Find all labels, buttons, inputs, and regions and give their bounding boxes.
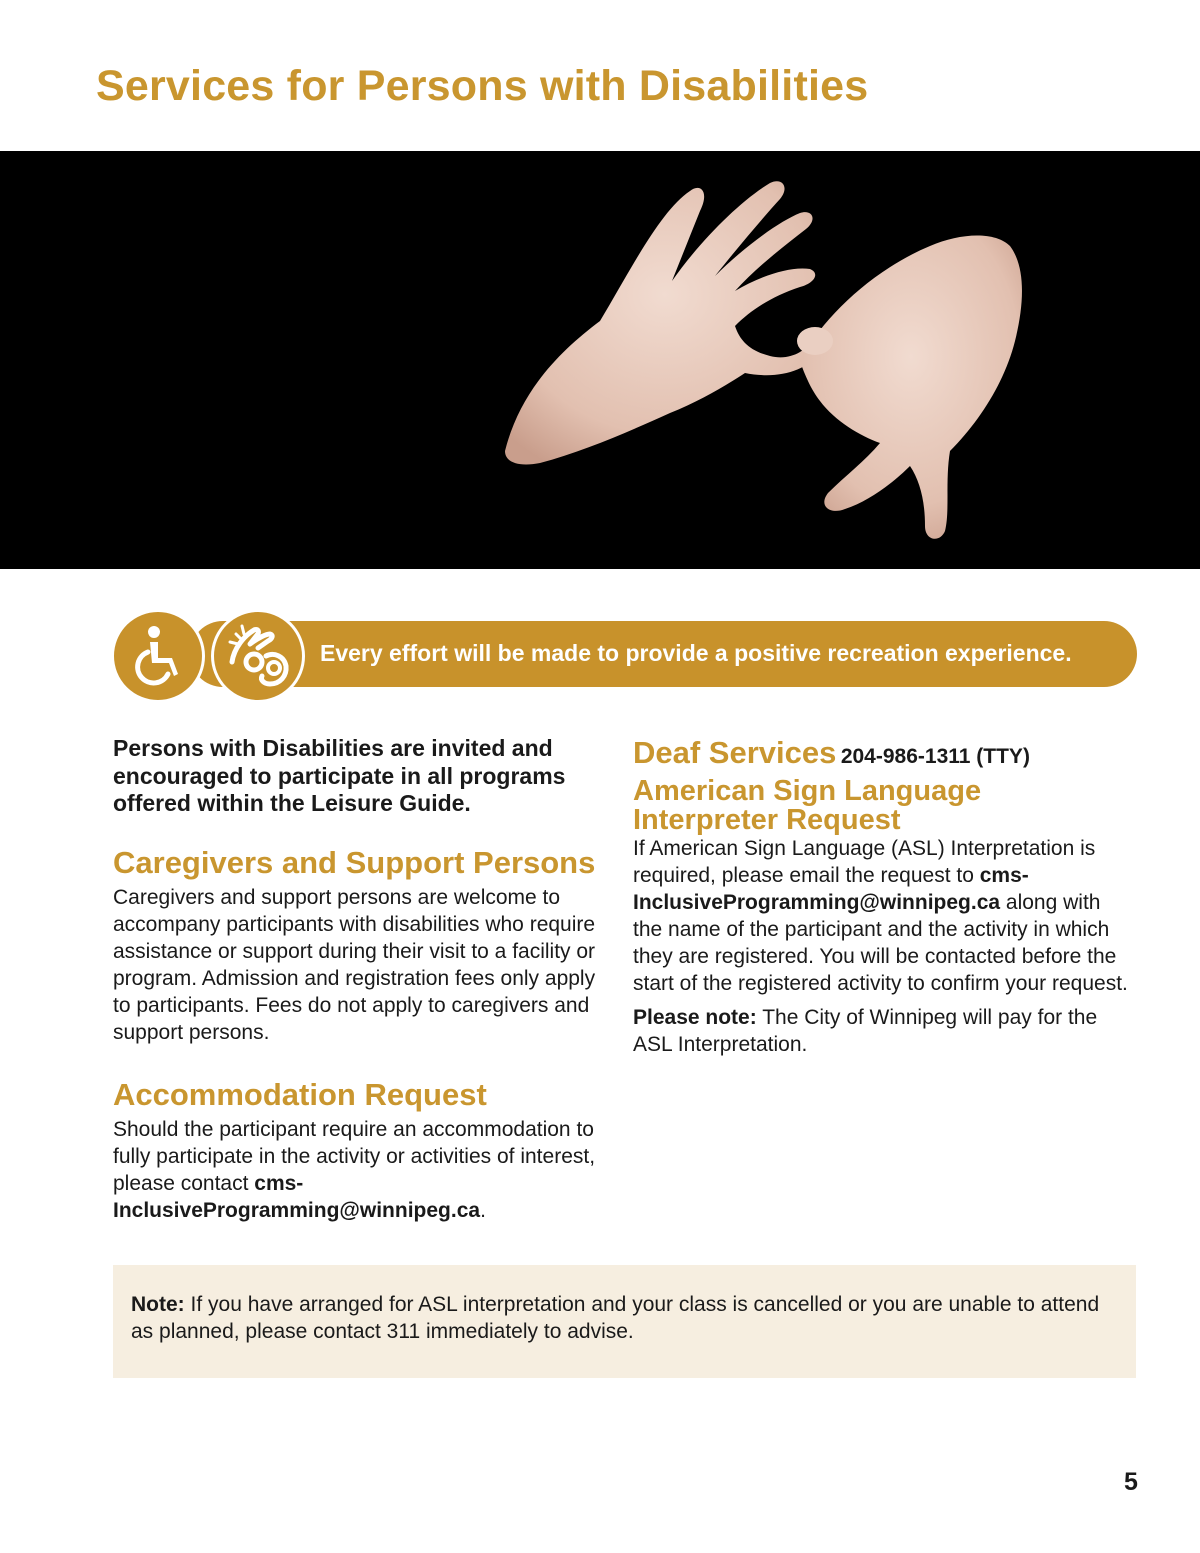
accommodation-trailing: . [480, 1198, 486, 1222]
asl-request-body [633, 835, 1133, 997]
asl-body-before: If American Sign Language (ASL) Interpretation is required, please email the request to [633, 837, 1096, 887]
page-title: Services for Persons with Disabilities [96, 62, 869, 110]
note-box [113, 1265, 1136, 1378]
asl-request-title: American Sign Language Interpreter Request [633, 775, 982, 836]
caregivers-title: Caregivers and Support Persons [113, 844, 596, 880]
note-body: If you have arranged for ASL interpretation and your class is cancelled or you are unable to attend as planned, please contact 311 immediately to advise. [131, 1293, 1100, 1343]
asl-body-after: along with the name of the participant and the activity in which they are registered. You will be contacted before the start of the registered activity to confirm your request. [633, 891, 1128, 995]
left-column [113, 735, 608, 1224]
accommodation-email-link[interactable]: cms-InclusiveProgramming@winnipeg.ca [113, 1171, 481, 1222]
asl-interpretation-icon [211, 609, 305, 703]
note-label: Note: [131, 1293, 185, 1316]
accommodation-text: Should the participant require an accommodation to fully participate in the activity or activities of interest, please contact [113, 1117, 596, 1195]
hero-image [0, 151, 1200, 569]
asl-email-link[interactable]: cms-InclusiveProgramming@winnipeg.ca [633, 864, 1029, 914]
deaf-services-title: Deaf Services [633, 735, 837, 770]
caregivers-body: Caregivers and support persons are welcome to accompany participants with disabilities who require assistance or support during their visit to a facility or program. Admission and registration fees only apply to participants. Fees do not apply to caregivers and support persons. [113, 885, 596, 1044]
right-column [633, 735, 1133, 1058]
deaf-services-phone[interactable]: 204-986-1311 (TTY) [840, 745, 1030, 768]
banner-text: Every effort will be made to provide a positive recreation experience. [320, 640, 1072, 666]
deaf-services-heading [633, 735, 1133, 777]
accessibility-banner [190, 621, 1137, 687]
accommodation-title: Accommodation Request [113, 1076, 487, 1112]
wheelchair-accessibility-icon [111, 609, 205, 703]
note-text [131, 1291, 1118, 1345]
asl-note-label: Please note: [633, 1006, 757, 1029]
hands-sign-language-photo [0, 151, 1200, 569]
intro-text: Persons with Disabilities are invited and encouraged to participate in all programs offered within the Leisure Guide. [113, 735, 566, 816]
page-number: 5 [1124, 1468, 1138, 1496]
asl-note-text: The City of Winnipeg will pay for the ASL Interpretation. [633, 1006, 1098, 1056]
accommodation-body [113, 1116, 608, 1224]
asl-note [633, 1004, 1133, 1058]
